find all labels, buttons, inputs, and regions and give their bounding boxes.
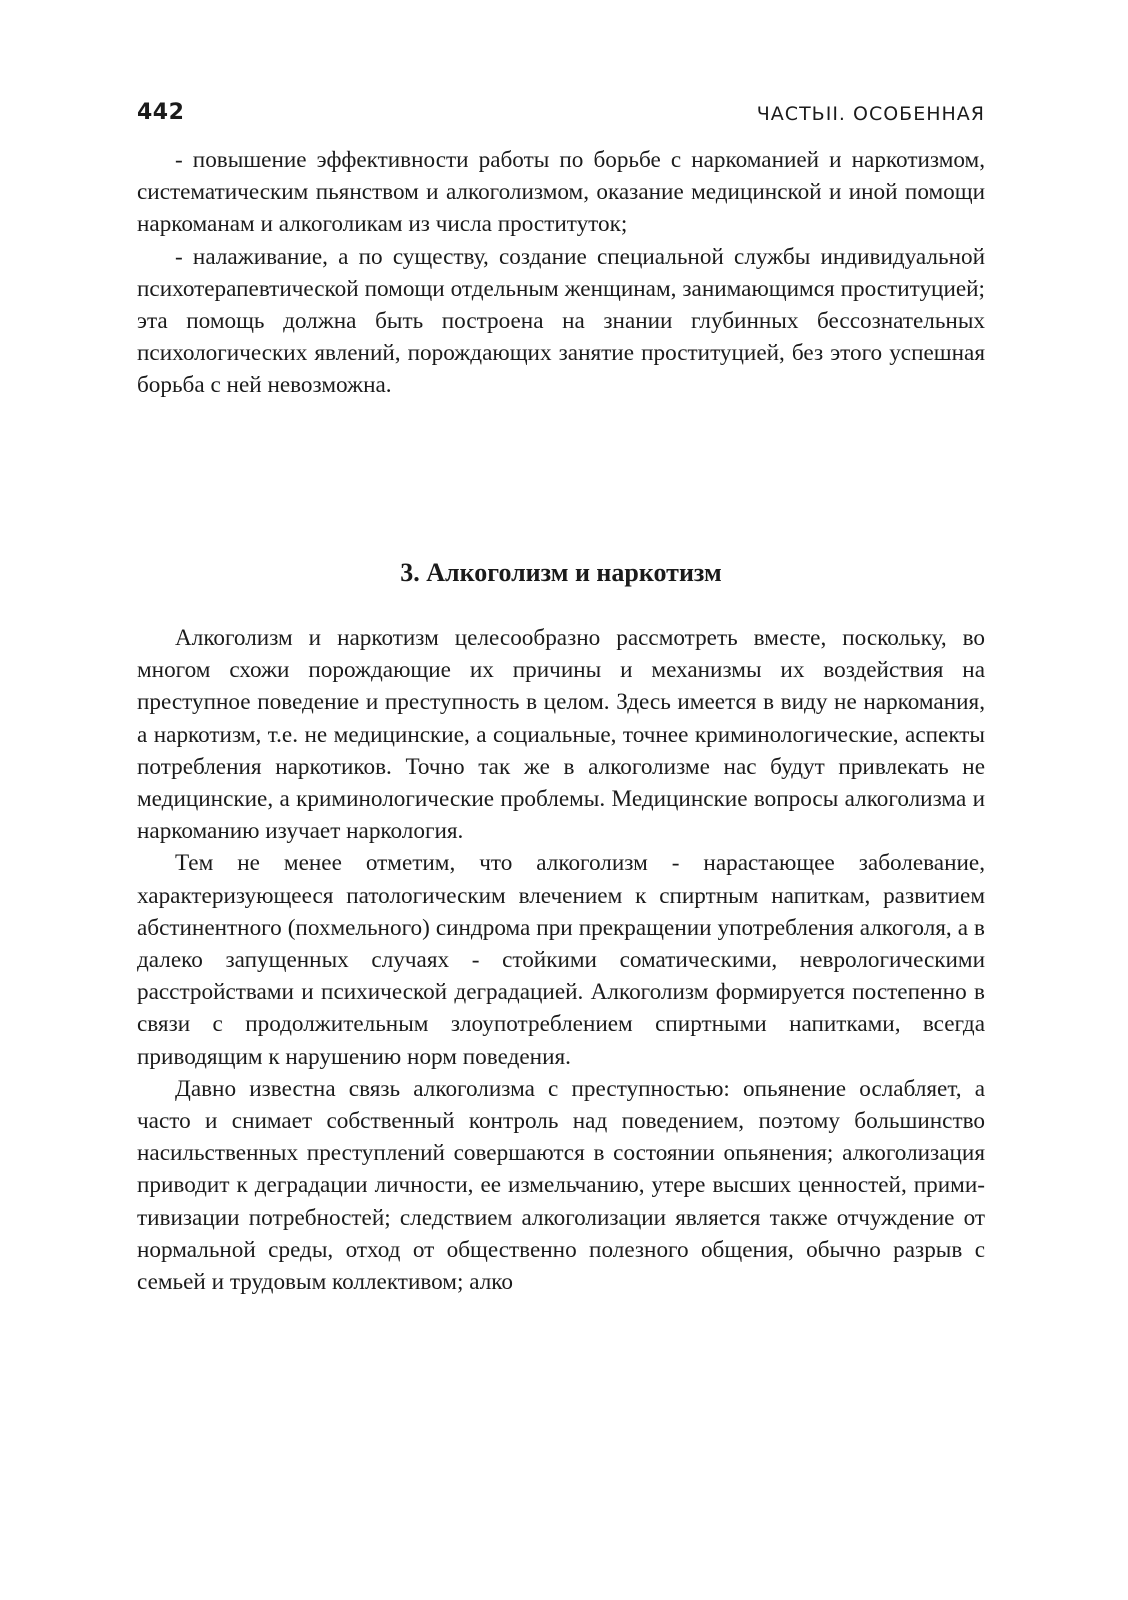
page-number: 442 (137, 100, 185, 125)
paragraph-bullet: - повышение эффективности работы по борьбе с наркоманией и наркотизмом, систематическим пьянством и алкоголизмом, оказание медицинской и иной помощи наркоманам и алкоголикам из числа проституток; (137, 147, 985, 238)
running-head: ЧАСТЬII. ОСОБЕННАЯ (756, 103, 985, 125)
top-text-block (137, 144, 985, 402)
page-header (137, 100, 985, 132)
paragraph: Давно известна связь алкоголизма с преступностью: опьянение ослабляет, а часто и снимает собственный контроль над поведением, поэтому большинство насильственных преступлений совершаются в состоянии опьянения; алкоголизация приводит к деградации личности, ее измельчанию, утере высших ценностей, примитивизации потребностей; следствием алкоголизации является также отчуждение от нормальной среды, отход от общественно полезного общения, обычно разрыв с семьей и трудовым коллективом; алко (137, 1075, 985, 1296)
paragraph-bullet: - налаживание, а по существу, создание специальной службы индивидуальной психотерапевтической помощи отдельным женщинам, занимающимся проституцией; эта помощь должна быть построена на знании глубинных бессознательных психологических явлений, порождающих занятие проституцией, без этого успешная борьба с ней невозможна. (137, 243, 985, 399)
section-body (137, 622, 985, 1298)
section-title: 3. Алкоголизм и наркотизм (400, 558, 722, 587)
paragraph: Тем не менее отметим, что алкоголизм - нарастающее заболевание, характеризующееся патологическим влечением к спиртным напиткам, развитием абстинентного (похмельного) синдрома при прекращении употребления алкоголя, а в далеко запущенных случаях - стойкими соматическими, неврологическими расстройствами и психической деградацией. Алкоголизм формируется постепенно в связи с продолжительным злоупотреблением спиртными напитками, всегда приводящим к нарушению норм поведения. (137, 850, 985, 1070)
paragraph: Алкоголизм и наркотизм целесообразно рассмотреть вместе, поскольку, во многом схожи порождающие их причины и механизмы их воздействия на преступное поведение и преступность в целом. Здесь имеется в виду не наркомания, а наркотизм, т.е. не медицинские, а социальные, точнее криминологические, аспекты потребления наркотиков. Точно так же в алкоголизме нас будут привлекать не медицинские, а криминологические проблемы. Медицинские вопросы алкоголизма и наркоманию изучает наркология. (137, 625, 985, 845)
